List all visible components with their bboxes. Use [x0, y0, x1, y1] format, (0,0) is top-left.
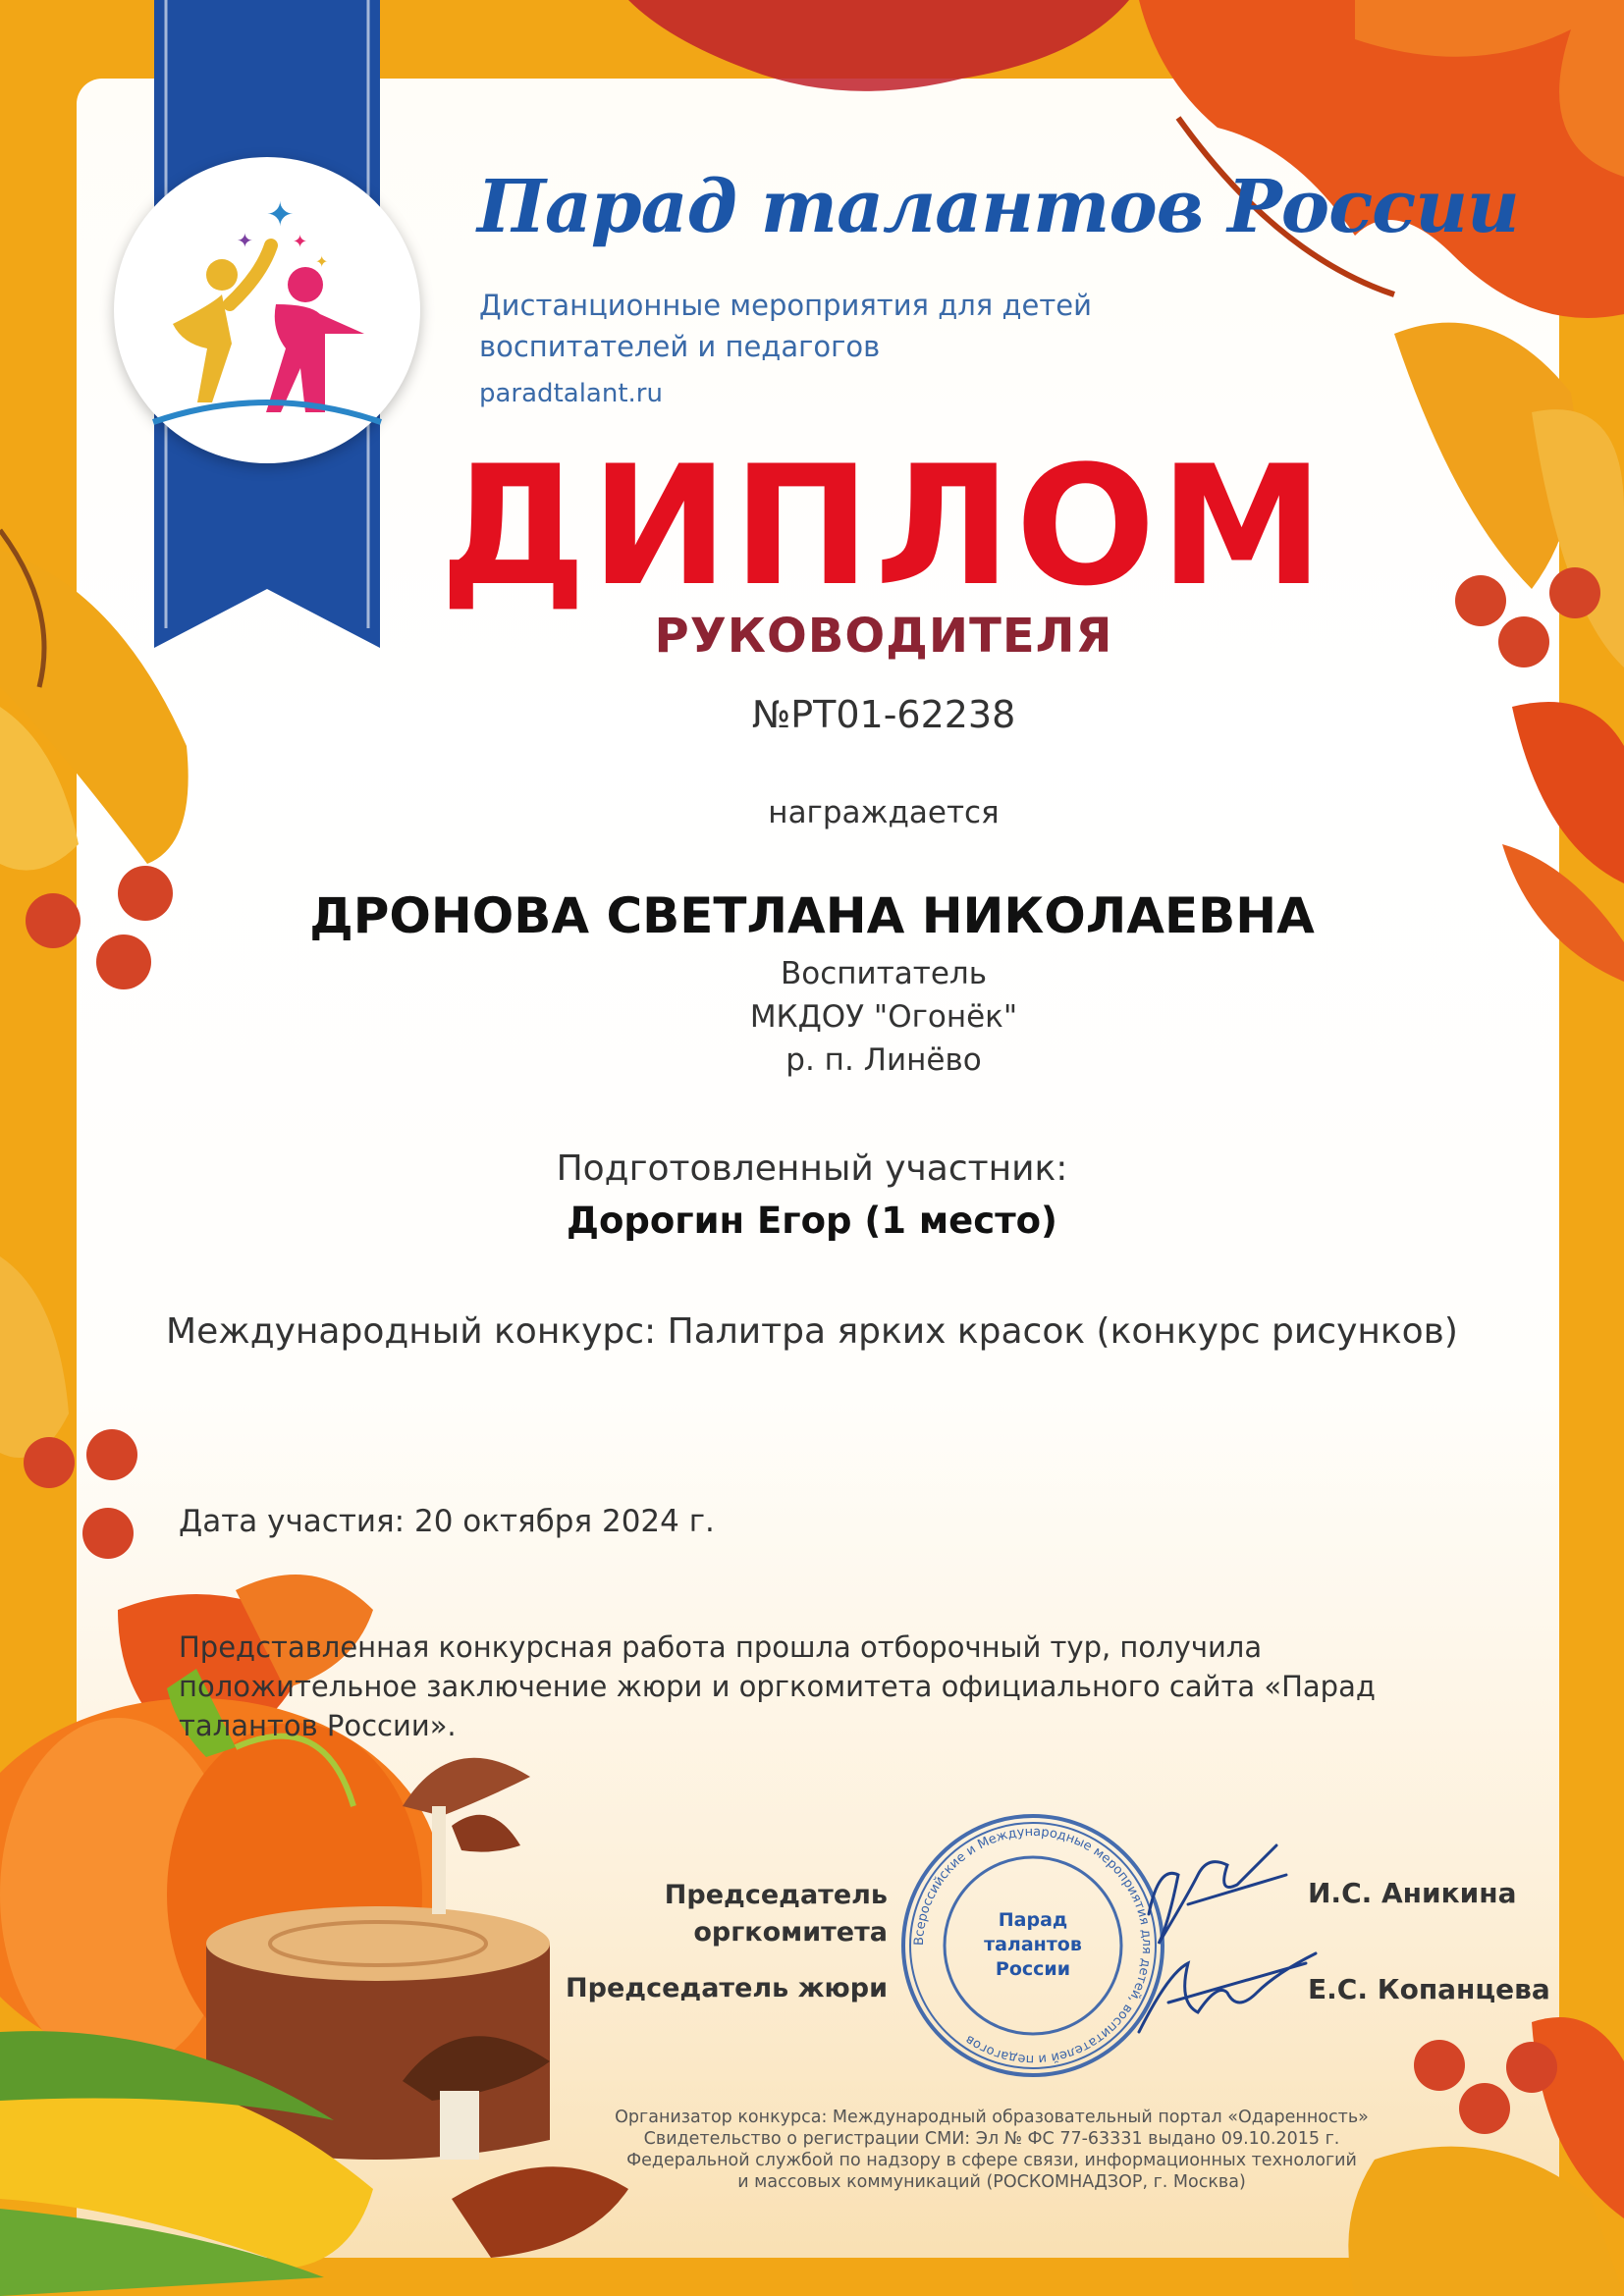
footer-line1: Организатор конкурса: Международный образовательный портал «Одаренность» — [615, 2108, 1369, 2127]
awarded-label: награждается — [768, 795, 1000, 830]
svg-text:✦: ✦ — [293, 232, 308, 252]
recipient-organization: МКДОУ "Огонёк" — [749, 999, 1018, 1035]
chair1-role-line2: оргкомитета — [693, 1917, 888, 1948]
brand-subtitle-line2: воспитателей и педагогов — [479, 330, 881, 363]
participation-date: Дата участия: 20 октября 2024 г. — [179, 1504, 715, 1539]
stamp-ring-text: Всероссийские и Международные мероприятия для детей, воспитателей и педагогов — [911, 1824, 1155, 2067]
dancing-children-logo-icon — [114, 157, 420, 463]
svg-text:✦: ✦ — [315, 252, 329, 271]
chair2-name: Е.С. Копанцева — [1308, 1973, 1550, 2005]
logo-badge — [114, 157, 420, 463]
brand-url: paradtalant.ru — [479, 379, 663, 408]
footer-line2: Свидетельство о регистрации СМИ: Эл № ФС 77-63331 выдано 09.10.2015 г. — [643, 2129, 1340, 2149]
svg-text:✦: ✦ — [266, 195, 295, 235]
brand-subtitle-line1: Дистанционные мероприятия для детей — [479, 289, 1092, 322]
stamp-center-line2: талантов — [984, 1934, 1082, 1955]
chair1-role — [550, 1877, 888, 1951]
participant-name: Дорогин Егор (1 место) — [567, 1200, 1057, 1242]
diploma-subtitle: РУКОВОДИТЕЛЯ — [654, 609, 1113, 664]
chair1-role-line1: Председатель — [664, 1880, 888, 1910]
recipient-location: р. п. Линёво — [785, 1042, 982, 1078]
brand-title: Парад талантов России — [477, 165, 1519, 249]
recipient-name: ДРОНОВА СВЕТЛАНА НИКОЛАЕВНА — [309, 887, 1315, 944]
diploma-number: №PT01-62238 — [751, 693, 1016, 736]
handwritten-signatures — [1129, 1836, 1326, 2052]
svg-text:✦: ✦ — [237, 229, 253, 252]
stamp-center-line3: России — [995, 1958, 1071, 1980]
footer-line3: Федеральной службой по надзору в сфере связи, информационных технологий — [626, 2151, 1357, 2170]
chair1-name: И.С. Аникина — [1308, 1877, 1517, 1909]
diploma-title: ДИПЛОМ — [439, 430, 1328, 622]
footer-info — [609, 2107, 1375, 2193]
recipient-position: Воспитатель — [781, 956, 987, 991]
footer-line4: и массовых коммуникаций (РОСКОМНАДЗОР, г. Москва) — [737, 2172, 1246, 2192]
stamp-center-line1: Парад — [998, 1909, 1068, 1931]
chair2-role: Председатель жюри — [566, 1973, 888, 2003]
participant-label: Подготовленный участник: — [556, 1148, 1068, 1189]
contest-name: Международный конкурс: Палитра ярких красок (конкурс рисунков) — [166, 1311, 1458, 1352]
description-text: Представленная конкурсная работа прошла отборочный тур, получила положительное заключение жюри и оргкомитета официального сайта «Парад талантов России». — [179, 1630, 1376, 1742]
